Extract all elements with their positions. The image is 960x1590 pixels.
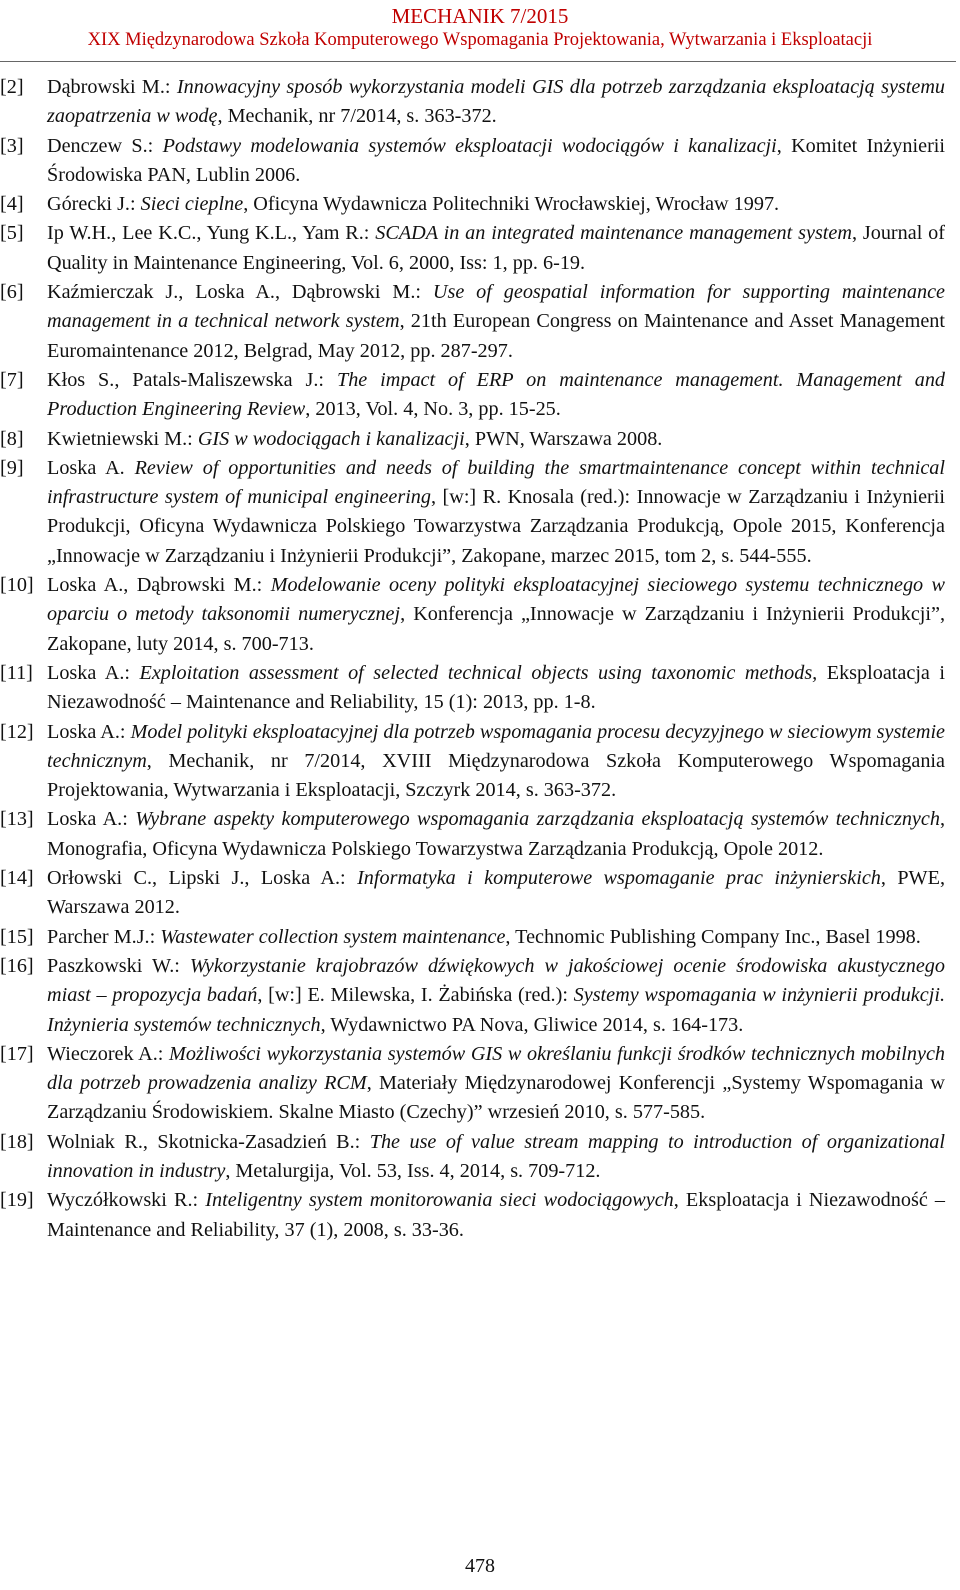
reference-number: [14] — [0, 867, 34, 890]
page-header — [0, 4, 960, 52]
reference-title: Wybrane aspekty komputerowego wspomagania zarządzania eksploatacją systemów technicznych — [135, 808, 940, 831]
reference-item — [0, 278, 945, 366]
reference-number: [16] — [0, 954, 34, 977]
reference-item — [0, 73, 945, 132]
reference-item — [0, 132, 945, 191]
reference-details: , Journal of Quality in Maintenance Engineering, Vol. 6, 2000, Iss: 1, pp. 6-19. — [47, 222, 945, 274]
reference-title-secondary: Systemy wspomagania w inżynierii produkcji. Inżynieria systemów technicznych — [47, 984, 945, 1036]
reference-title: Wykorzystanie krajobrazów dźwiękowych w jakościowej ocenie środowiska akustycznego miast – propozycja badań — [47, 954, 945, 1007]
reference-text — [47, 1040, 945, 1128]
header-divider — [0, 61, 956, 62]
reference-title: Review of opportunities and needs of building the smartmaintenance concept within technical infrastructure system of municipal engineering — [47, 456, 945, 509]
reference-authors: Loska A., Dąbrowski M.: — [47, 574, 263, 597]
reference-number: [17] — [0, 1042, 34, 1065]
reference-item — [0, 425, 945, 454]
reference-details: , Metalurgija, Vol. 53, Iss. 4, 2014, s. 709-712. — [225, 1159, 601, 1182]
reference-authors: Wolniak R., Skotnicka-Zasadzień B.: — [47, 1130, 361, 1153]
reference-title: GIS w wodociągach i kanalizacji — [197, 427, 465, 450]
reference-title: Inteligentny system monitorowania sieci wodociągowych — [205, 1189, 674, 1212]
reference-text — [47, 1186, 945, 1245]
reference-details: , 2013, Vol. 4, No. 3, pp. 15-25. — [305, 398, 561, 421]
reference-item — [0, 923, 945, 952]
reference-title: Podstawy modelowania systemów eksploatacji wodociągów i kanalizacji — [162, 134, 777, 157]
page-number: 478 — [465, 1555, 495, 1577]
journal-title: MECHANIK 7/2015 — [391, 4, 569, 28]
reference-text — [47, 718, 945, 806]
reference-item — [0, 1040, 945, 1128]
reference-details: , Materiały Międzynarodowej Konferencji „Systemy Wspomagania w Zarządzaniu Środowiskiem. Skalne Miasto (Czechy)” wrzesień 2010, s. 577-585. — [47, 1072, 945, 1124]
reference-text — [47, 952, 945, 1040]
reference-title: Innowacyjny sposób wykorzystania modeli GIS dla potrzeb zarządzania eksploatacją systemu zaopatrzenia w wodę — [47, 76, 946, 128]
reference-item — [0, 805, 945, 864]
reference-text — [47, 190, 945, 219]
reference-item — [0, 718, 945, 806]
reference-title: Wastewater collection system maintenance — [160, 925, 506, 948]
reference-details: , Konferencja „Innowacje w Zarządzaniu i Inżynierii Produkcji”, Zakopane, luty 2014, s. 700-713. — [47, 603, 946, 655]
reference-text — [47, 1128, 945, 1187]
reference-title: SCADA in an integrated maintenance management system — [375, 222, 852, 245]
reference-title: Modelowanie oceny polityki eksploatacyjnej sieciowego systemu technicznego w oparciu o metody taksonomii numerycznej — [47, 574, 945, 626]
reference-details: , Technomic Publishing Company Inc., Basel 1998. — [505, 925, 921, 948]
reference-authors: Loska A.: — [47, 661, 130, 684]
reference-title: Use of geospatial information for supporting maintenance management in a technical network system — [47, 281, 946, 333]
reference-title: Model polityki eksploatacyjnej dla potrzeb wspomagania procesu decyzyjnego w sieciowym systemie technicznym — [47, 720, 946, 772]
reference-details: , PWE, Warszawa 2012. — [47, 867, 945, 919]
reference-text — [47, 366, 945, 425]
reference-number: [4] — [0, 193, 24, 216]
reference-number: [13] — [0, 808, 34, 831]
reference-text — [47, 454, 945, 571]
reference-details: , Oficyna Wydawnicza Politechniki Wrocławskiej, Wrocław 1997. — [243, 193, 780, 216]
reference-authors: Paszkowski W.: — [47, 954, 180, 977]
reference-item — [0, 571, 945, 659]
reference-number: [7] — [0, 368, 24, 391]
reference-item — [0, 659, 945, 718]
reference-text — [47, 132, 945, 191]
reference-item — [0, 1128, 945, 1187]
reference-number: [19] — [0, 1189, 34, 1212]
reference-text — [47, 864, 945, 923]
reference-list — [0, 73, 945, 1245]
reference-authors: Loska A.: — [47, 720, 126, 743]
reference-authors: Loska A.: — [47, 808, 128, 831]
reference-item — [0, 219, 945, 278]
reference-number: [15] — [0, 925, 34, 948]
reference-authors: Górecki J.: — [47, 193, 136, 216]
reference-authors: Loska A. — [47, 456, 125, 479]
reference-text — [47, 219, 945, 278]
reference-details: , [w:] R. Knosala (red.): Innowacje w Zarządzaniu i Inżynierii Produkcji, Oficyna Wydawnicza Polskiego Towarzystwa Zarządzania Produkcją, Opole 2015, Konferencja „Innowacje w Zarządzaniu i Inżynierii Produkcji”, Zakopane, marzec 2015, tom 2, s. 544-555. — [47, 486, 945, 567]
reference-item — [0, 1186, 945, 1245]
reference-number: [2] — [0, 76, 24, 98]
reference-details: , Eksploatacja i Niezawodność – Maintenance and Reliability, 37 (1), 2008, s. 33-36. — [47, 1189, 945, 1241]
reference-authors: Wieczorek A.: — [47, 1042, 164, 1065]
reference-number: [3] — [0, 134, 24, 157]
reference-text — [47, 278, 945, 366]
reference-details: , 21th European Congress on Maintenance and Asset Management Euromaintenance 2012, Belgrad, May 2012, pp. 287-297. — [47, 310, 945, 362]
reference-authors: Kwietniewski M.: — [47, 427, 193, 450]
reference-authors: Orłowski C., Lipski J., Loska A.: — [47, 867, 346, 890]
conference-title: XIX Międzynarodowa Szkoła Komputerowego Wspomagania Projektowania, Wytwarzania i Eksploatacji — [87, 30, 873, 50]
reference-title: Exploitation assessment of selected technical objects using taxonomic methods, — [139, 661, 818, 684]
reference-text — [47, 73, 945, 132]
reference-number: [10] — [0, 574, 34, 597]
reference-item — [0, 366, 945, 425]
reference-text — [47, 571, 945, 659]
reference-text — [47, 805, 945, 864]
reference-authors: Kaźmierczak J., Loska A., Dąbrowski M.: — [47, 281, 421, 304]
reference-details: , Mechanik, nr 7/2014, XVIII Międzynarodowa Szkoła Komputerowego Wspomagania Projektowania, Wytwarzania i Eksploatacji, Szczyrk 2014, s. 363-372. — [47, 749, 945, 802]
reference-text — [47, 659, 945, 718]
reference-title: Sieci cieplne — [140, 193, 244, 216]
reference-number: [6] — [0, 281, 24, 304]
reference-title: The impact of ERP on maintenance management. Management and Production Engineering Review — [47, 368, 946, 421]
reference-authors: Parcher M.J.: — [47, 925, 156, 948]
reference-title: Możliwości wykorzystania systemów GIS w określaniu funkcji środków technicznych mobilnych dla potrzeb prowadzenia analizy RCM — [47, 1042, 945, 1095]
reference-authors: Ip W.H., Lee K.C., Yung K.L., Yam R.: — [47, 222, 370, 245]
reference-details: , PWN, Warszawa 2008. — [464, 427, 663, 450]
reference-text — [47, 923, 945, 952]
reference-details: Eksploatacja i Niezawodność – Maintenance and Reliability, 15 (1): 2013, pp. 1-8. — [47, 661, 946, 714]
reference-details: , Monografia, Oficyna Wydawnicza Polskiego Towarzystwa Zarządzania Produkcją, Opole 2012. — [47, 808, 945, 860]
reference-authors: Kłos S., Patals-Maliszewska J.: — [47, 368, 325, 391]
reference-item — [0, 454, 945, 571]
reference-title: Informatyka i komputerowe wspomaganie prac inżynierskich — [357, 867, 881, 890]
reference-number: [5] — [0, 222, 24, 245]
reference-number: [11] — [0, 661, 33, 684]
reference-authors: Denczew S.: — [47, 134, 154, 157]
reference-item — [0, 952, 945, 1040]
reference-authors: Dąbrowski M.: — [47, 76, 171, 98]
reference-details-secondary: , Wydawnictwo PA Nova, Gliwice 2014, s. 164-173. — [320, 1013, 744, 1036]
reference-title: The use of value stream mapping to introduction of organizational innovation in industry — [47, 1130, 945, 1182]
reference-number: [12] — [0, 720, 34, 743]
reference-number: [9] — [0, 456, 24, 479]
reference-number: [8] — [0, 427, 24, 450]
reference-item — [0, 190, 945, 219]
reference-details: , Komitet Inżynierii Środowiska PAN, Lublin 2006. — [47, 134, 946, 186]
reference-item — [0, 864, 945, 923]
reference-details: , Mechanik, nr 7/2014, s. 363-372. — [217, 105, 497, 128]
reference-details: , [w:] E. Milewska, I. Żabińska (red.): — [257, 984, 568, 1007]
reference-number: [18] — [0, 1130, 34, 1153]
reference-text — [47, 425, 945, 454]
reference-authors: Wyczółkowski R.: — [47, 1189, 199, 1212]
